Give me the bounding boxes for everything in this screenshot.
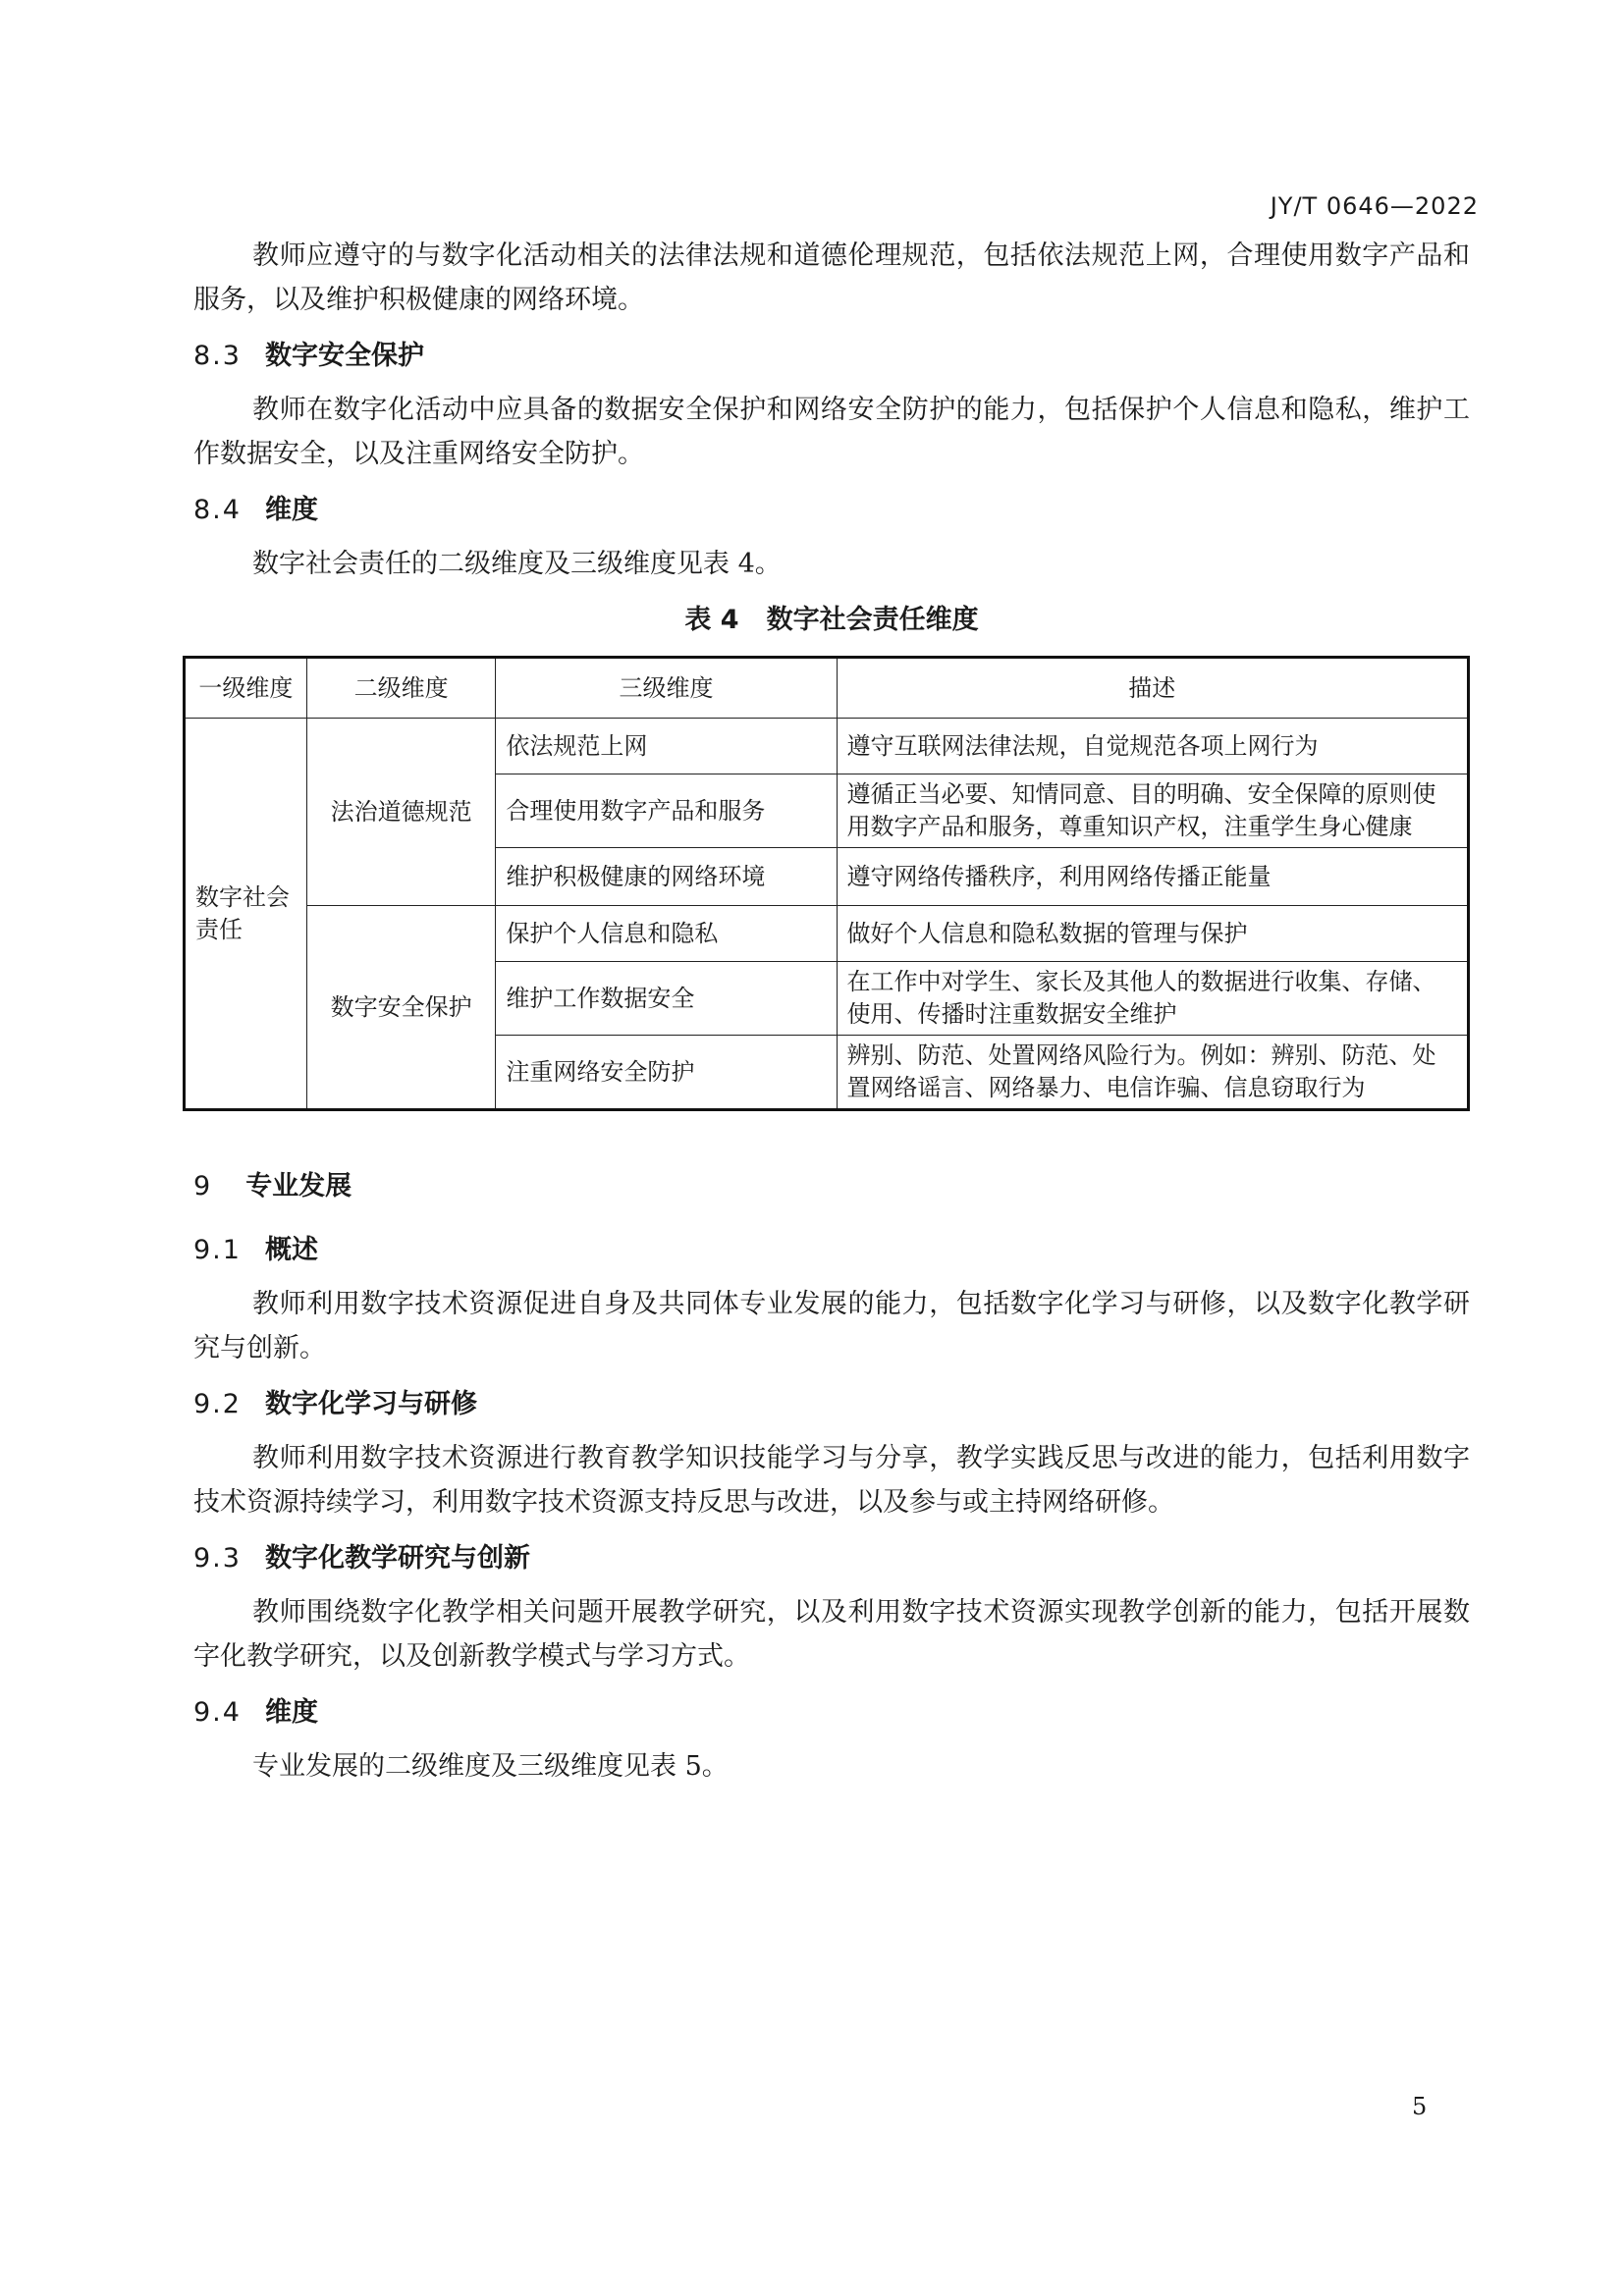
table-row <box>185 906 1469 962</box>
section-9-2-heading <box>193 1382 1470 1426</box>
section-number: 9 <box>193 1171 213 1201</box>
level2-cell: 数字安全保护 <box>306 906 496 1110</box>
section-number: 8.4 <box>193 495 242 525</box>
section-8-4-text: 数字社会责任的二级维度及三级维度见表 4。 <box>252 549 782 579</box>
level3-cell: 维护工作数据安全 <box>496 962 837 1036</box>
level3-cell: 保护个人信息和隐私 <box>496 906 837 962</box>
section-9-heading <box>193 1164 1470 1208</box>
section-number: 9.3 <box>193 1543 242 1574</box>
section-9-2-text: 教师利用数字技术资源进行教育教学知识技能学习与分享，教学实践反思与改进的能力，包括利用数字技术资源持续学习，利用数字技术资源支持反思与改进，以及参与或主持网络研修。 <box>193 1443 1470 1518</box>
table-row <box>185 719 1469 774</box>
section-title: 数字化教学研究与创新 <box>264 1543 530 1574</box>
page-content <box>193 234 1470 1800</box>
description-cell: 在工作中对学生、家长及其他人的数据进行收集、存储、使用、传播时注重数据安全维护 <box>837 962 1468 1036</box>
section-number: 9.2 <box>193 1389 242 1419</box>
section-9-1-heading <box>193 1228 1470 1272</box>
description-cell: 辨别、防范、处置网络风险行为。例如：辨别、防范、处置网络谣言、网络暴力、电信诈骗、信息窃取行为 <box>837 1036 1468 1110</box>
section-title: 专业发展 <box>245 1171 352 1201</box>
level3-cell: 注重网络安全防护 <box>496 1036 837 1110</box>
description-cell: 遵守网络传播秩序，利用网络传播正能量 <box>837 848 1468 906</box>
description-cell: 遵守互联网法律法规，自觉规范各项上网行为 <box>837 719 1468 774</box>
section-9-3-heading <box>193 1536 1470 1580</box>
level3-cell: 合理使用数字产品和服务 <box>496 774 837 848</box>
section-title: 维度 <box>264 1697 318 1728</box>
section-number: 9.1 <box>193 1235 242 1265</box>
description-cell: 做好个人信息和隐私数据的管理与保护 <box>837 906 1468 962</box>
section-number: 9.4 <box>193 1697 242 1728</box>
intro-paragraph: 教师应遵守的与数字化活动相关的法律法规和道德伦理规范，包括依法规范上网，合理使用数字产品和服务，以及维护积极健康的网络环境。 <box>193 240 1470 315</box>
section-8-4-heading <box>193 488 1470 532</box>
level2-cell: 法治道德规范 <box>306 719 496 906</box>
section-8-3-heading <box>193 334 1470 378</box>
section-9-1-text: 教师利用数字技术资源促进自身及共同体专业发展的能力，包括数字化学习与研修，以及数字化教学研究与创新。 <box>193 1289 1470 1363</box>
level1-cell: 数字社会责任 <box>185 719 307 1110</box>
table-caption <box>193 598 1470 642</box>
table-caption-title: 数字社会责任维度 <box>766 605 979 635</box>
section-9-4-heading <box>193 1690 1470 1735</box>
table-caption-label: 表 4 <box>684 605 739 635</box>
section-9-3-text: 教师围绕数字化教学相关问题开展教学研究，以及利用数字技术资源实现教学创新的能力，包括开展数字化教学研究，以及创新教学模式与学习方式。 <box>193 1597 1470 1672</box>
section-title: 数字安全保护 <box>264 341 424 371</box>
dimensions-table <box>183 656 1470 1111</box>
document-code: JY/T 0646—2022 <box>1270 192 1479 220</box>
section-9-4-text: 专业发展的二级维度及三级维度见表 5。 <box>252 1751 729 1782</box>
section-title: 概述 <box>264 1235 318 1265</box>
section-number: 8.3 <box>193 341 242 371</box>
page-number: 5 <box>1412 2093 1428 2120</box>
header-level2: 二级维度 <box>306 658 496 719</box>
level3-cell: 依法规范上网 <box>496 719 837 774</box>
level3-cell: 维护积极健康的网络环境 <box>496 848 837 906</box>
section-8-3-text: 教师在数字化活动中应具备的数据安全保护和网络安全防护的能力，包括保护个人信息和隐私，维护工作数据安全，以及注重网络安全防护。 <box>193 395 1470 469</box>
header-level1: 一级维度 <box>185 658 307 719</box>
section-title: 数字化学习与研修 <box>264 1389 477 1419</box>
description-cell: 遵循正当必要、知情同意、目的明确、安全保障的原则使用数字产品和服务，尊重知识产权，注重学生身心健康 <box>837 774 1468 848</box>
header-level3: 三级维度 <box>496 658 837 719</box>
header-description: 描述 <box>837 658 1468 719</box>
section-title: 维度 <box>264 495 318 525</box>
table-header-row <box>185 658 1469 719</box>
